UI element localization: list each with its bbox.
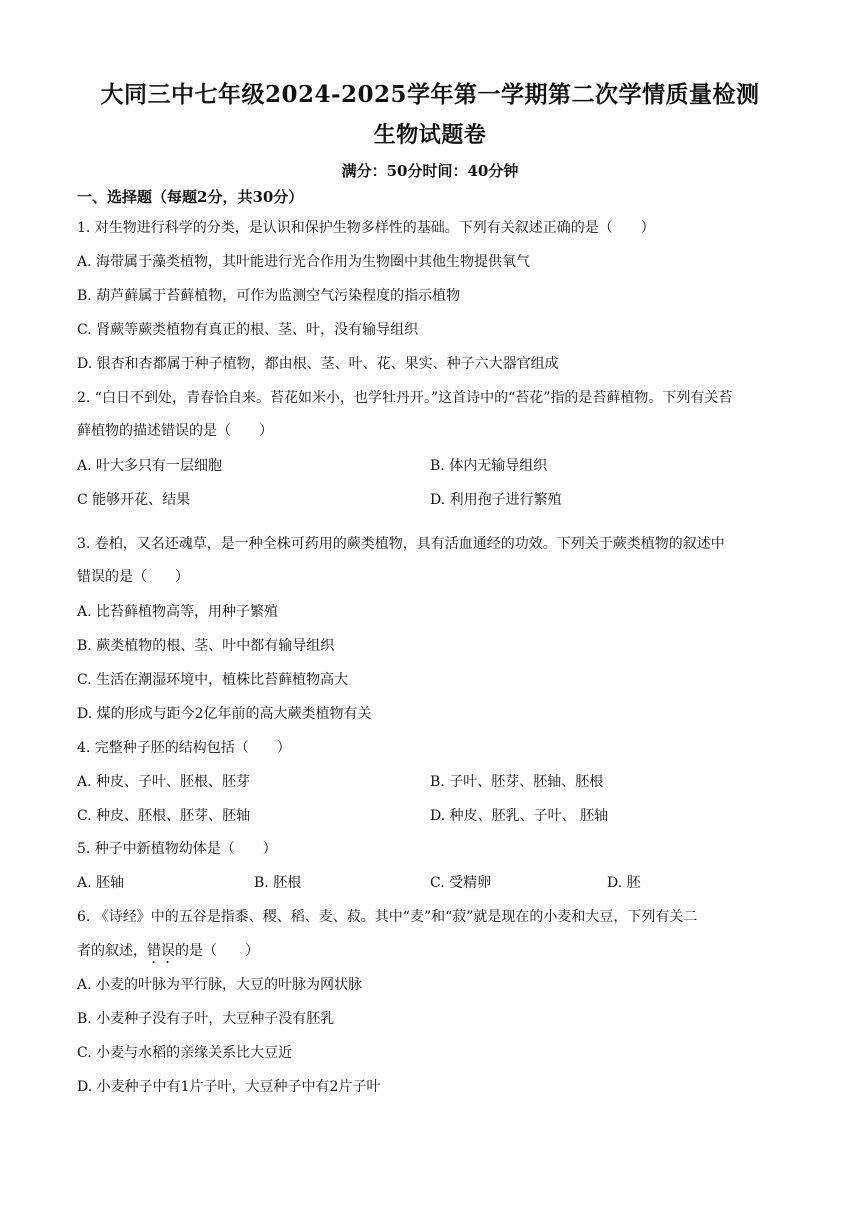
q4-option-b: B. 子叶、胚芽、胚轴、胚根 [430, 774, 604, 790]
q4-stem: 4. 完整种子胚的结构包括（ ） [77, 740, 291, 756]
q3-option-b: B. 蕨类植物的根、茎、叶中都有输导组织 [77, 638, 335, 654]
q5-option-d: D. 胚 [607, 875, 641, 891]
q4-option-d: D. 种皮、胚乳、子叶、 胚轴 [430, 808, 609, 824]
q1-option-b: B. 葫芦藓属于苔藓植物，可作为监测空气污染程度的指示植物 [77, 288, 461, 304]
q6-stem-line1: 6. 《诗经》中的五谷是指黍、稷、稻、麦、菽。其中“麦”和“菽”就是现在的小麦和大豆，下列有关二 [77, 909, 698, 925]
q5-option-c: C. 受精卵 [430, 875, 492, 891]
q6-option-d: D. 小麦种子中有1片子叶，大豆种子中有2片子叶 [77, 1079, 381, 1095]
q3-option-c: C. 生活在潮湿环境中，植株比苔藓植物高大 [77, 672, 349, 688]
q2-option-d: D. 利用孢子进行繁殖 [430, 492, 562, 508]
q5-option-b: B. 胚根 [254, 875, 302, 891]
q3-option-a: A. 比苔藓植物高等，用种子繁殖 [77, 604, 279, 620]
q5-stem: 5. 种子中新植物幼体是（ ） [77, 841, 277, 857]
exam-title: 大同三中七年级2024-2025学年第一学期第二次学情质量检测 [100, 81, 760, 108]
q6-option-c: C. 小麦与水稻的亲缘关系比大豆近 [77, 1045, 293, 1061]
q1-stem: 1. 对生物进行科学的分类，是认识和保护生物多样性的基础。下列有关叙述正确的是（ ） [77, 220, 655, 236]
q2-option-c: C 能够开花、结果 [77, 492, 191, 508]
q1-option-c: C. 肾蕨等蕨类植物有真正的根、茎、叶，没有输导组织 [77, 322, 419, 338]
q6-stem-line2 [77, 940, 259, 967]
q6-emphasis-word: 错误 [147, 943, 175, 959]
q3-option-d: D. 煤的形成与距今2亿年前的高大蕨类植物有关 [77, 706, 372, 722]
q6-stem-suffix: 的是（ ） [175, 943, 259, 959]
q6-option-b: B. 小麦种子没有子叶，大豆种子没有胚乳 [77, 1011, 335, 1027]
q6-stem-prefix: 者的叙述， [77, 943, 147, 959]
q2-stem-line1: 2. “白日不到处，青春恰自来。苔花如米小，也学牡丹开。”这首诗中的“苔花”指的是苔藓植物。下列有关苔 [77, 390, 733, 406]
q2-option-a: A. 叶大多只有一层细胞 [77, 458, 223, 474]
exam-subtitle: 生物试题卷 [373, 122, 487, 148]
q3-stem-line1: 3. 卷柏，又名还魂草，是一种全株可药用的蕨类植物，具有活血通经的功效。下列关于蕨类植物的叙述中 [77, 536, 725, 552]
section-heading: 一、选择题（每题2分，共30分） [77, 188, 304, 206]
q2-stem-line2: 藓植物的描述错误的是（ ） [77, 423, 273, 439]
q4-option-c: C. 种皮、胚根、胚芽、胚轴 [77, 808, 251, 824]
q1-option-d: D. 银杏和杏都属于种子植物，都由根、茎、叶、花、果实、种子六大器官组成 [77, 356, 559, 372]
q2-option-b: B. 体内无输导组织 [430, 458, 548, 474]
q5-option-a: A. 胚轴 [77, 875, 125, 891]
q6-option-a: A. 小麦的叶脉为平行脉，大豆的叶脉为网状脉 [77, 977, 363, 993]
q4-option-a: A. 种皮、子叶、胚根、胚芽 [77, 774, 251, 790]
q1-option-a: A. 海带属于藻类植物，其叶能进行光合作用为生物圈中其他生物提供氧气 [77, 254, 531, 270]
q3-stem-line2: 错误的是（ ） [77, 569, 189, 585]
score-time-info: 满分：50分时间：40分钟 [341, 162, 519, 180]
